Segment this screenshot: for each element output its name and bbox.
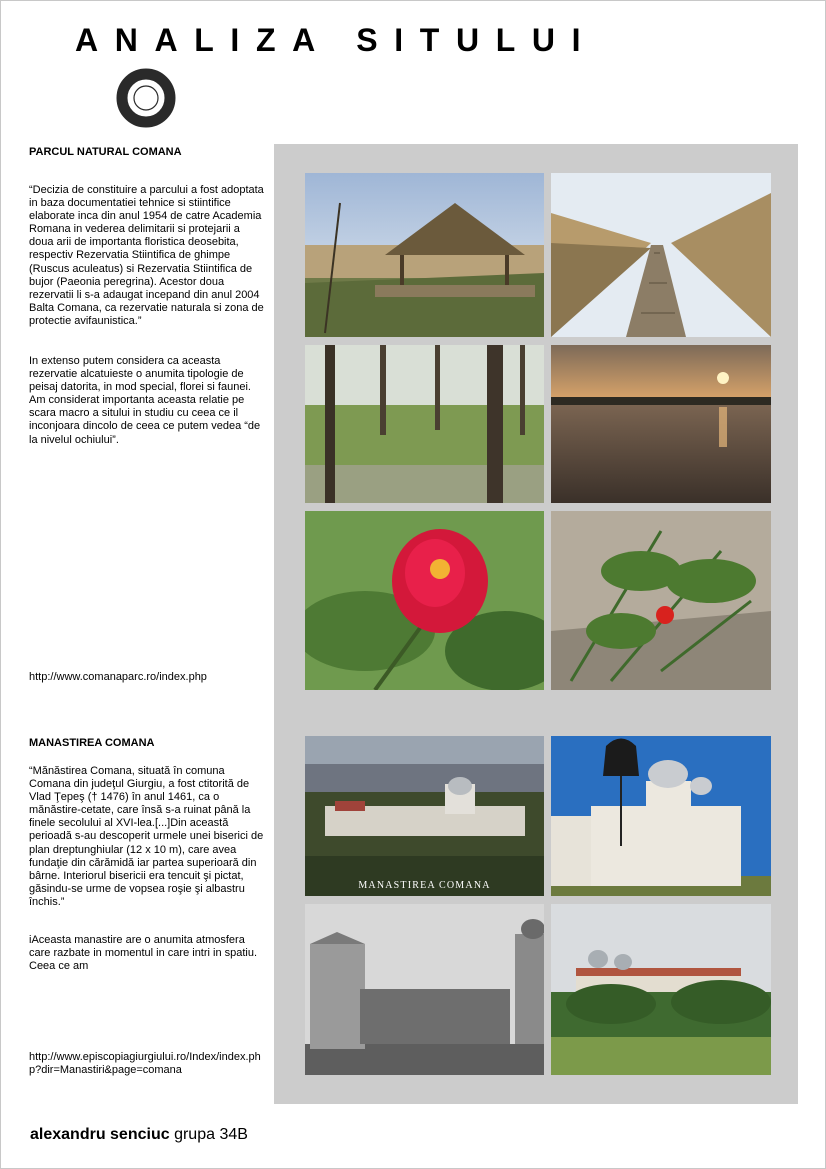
author-group: grupa 34B — [174, 1126, 248, 1143]
author-signature — [30, 1125, 248, 1145]
page-title: ANALIZA SITULUI — [75, 22, 598, 58]
photo-red-peony — [305, 511, 544, 690]
monastery-atmosphere-paragraph: iAceasta manastire are o anumita atmosfera care razbate in momentul in care intri in spatiu. Ceea ce am — [29, 934, 258, 973]
park-quote-paragraph: “Decizia de constituire a parcului a fost adoptata in baza documentatiei tehnice si stiintifice elaborate inca din anul 1954 de catre Academia Romana in vederea delimitarii si protejarii a doua arii de importanta floristica deosebita, respectiv Rezervatia Stiintifica de ghimpe (Ruscus aculeatus) si Rezervatia Stiintifica de bujor (Paeonia peregrina). Acestor doua rezervatii li s-a adaugat incepand din anul 2004 Balta Comana, ca rezervatie naturala si zona de protectie avifaunistica.” — [29, 184, 264, 327]
photo-flooded-forest — [305, 345, 544, 503]
section-heading-park: PARCUL NATURAL COMANA — [29, 146, 182, 158]
photo-monastery-aerial — [305, 736, 544, 896]
photo-boardwalk-reeds — [551, 173, 771, 337]
monastery-photo-caption: MANASTIREA COMANA — [358, 880, 491, 891]
park-analysis-paragraph: In extenso putem considera ca aceasta rezervatie alcatuieste o anumita tipologie de peisaj datorita, in mod special, florei si faunei. Am considerat importanta aceasta relatie pe scara macro a sitului in studiu cu ceea ce il inconjoara dincolo de ceea ce putem vedea “de la nivelul ochiului”. — [29, 355, 261, 446]
ring-logo — [116, 68, 176, 128]
park-source-link[interactable]: http://www.comanaparc.ro/index.php — [29, 671, 207, 683]
section-heading-monastery: MANASTIREA COMANA — [29, 737, 155, 749]
monastery-source-link[interactable]: http://www.episcopiagiurgiului.ro/Index/index.php?dir=Manastiri&page=comana — [29, 1051, 261, 1077]
photo-ruscus-berry — [551, 511, 771, 690]
photo-lake-sunset — [551, 345, 771, 503]
photo-monastery-landscape — [551, 904, 771, 1075]
monastery-quote-paragraph: “Mănăstirea Comana, situată în comuna Comana din judeţul Giurgiu, a fost ctitorită de Vlad Ţepeş († 1476) în anul 1461, ca o mănăstire-cetate, care însă s-a ruinat până la finele secolului al XVI-lea.[...]Din această perioadă s-au descoperit urmele unei biserici de plan dreptunghiular (12 x 10 m), care avea fundaţie din cărămidă iar partea superioară din bârne. Interiorul bisericii era tencuit şi pictat, găsindu-se urme de vopsea roşie şi albastru închis.” — [29, 765, 264, 908]
photo-gazebo-marsh — [305, 173, 544, 337]
photo-monastery-church-bell — [551, 736, 771, 896]
author-name: alexandru senciuc — [30, 1126, 170, 1143]
photo-monastery-historic-bw — [305, 904, 544, 1075]
